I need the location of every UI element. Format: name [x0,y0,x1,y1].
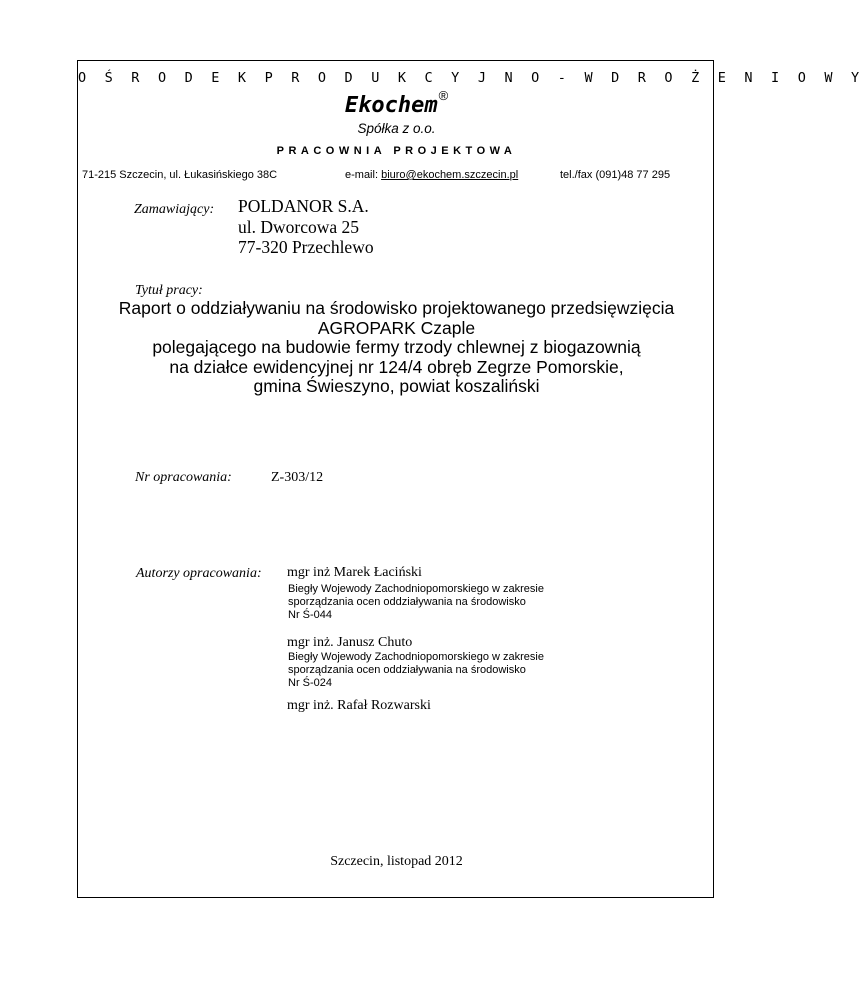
author-description [288,583,588,622]
work-title [78,299,715,397]
author-description-line: sporządzania ocen oddziaływania na środowisko [288,596,526,608]
department-name: PRACOWNIA PROJEKTOWA [276,145,517,157]
email-prefix: e-mail: [345,169,379,181]
company-phone: tel./fax (091)48 77 295 [560,169,671,181]
client-name: POLDANOR S.A. [238,196,369,216]
work-title-line: polegającego na budowie fermy trzody chlewnej z biogazownią [152,337,641,357]
brand-name: Ekochem [344,93,438,118]
place-and-date: Szczecin, listopad 2012 [330,854,463,869]
work-title-line: na działce ewidencyjnej nr 124/4 obręb Zegrze Pomorskie, [169,356,624,377]
work-title-label: Tytuł pracy: [135,283,203,298]
company-type: Spółka z o.o. [357,121,436,136]
author-description-line: Nr Ś-044 [288,609,333,621]
client-city: 77-320 Przechlewo [238,237,374,257]
work-title-line: Raport o oddziaływaniu na środowisko projektowanego przedsięwzięcia [118,298,675,318]
company-brand [78,88,715,118]
company-email-line [345,169,518,181]
authors-label: Autorzy opracowania: [136,566,262,581]
author-description [288,651,588,690]
document-number-value: Z-303/12 [271,470,324,485]
title-page-frame [77,60,864,898]
client-details [238,196,374,258]
author-description-line: Nr Ś-024 [288,677,333,689]
registered-mark: ® [438,88,449,103]
work-title-line: AGROPARK Czaple [317,317,476,338]
client-street: ul. Dworcowa 25 [238,216,360,237]
company-address: 71-215 Szczecin, ul. Łukasińskiego 38C [82,169,278,181]
organization-name: O Ś R O D E K P R O D U K C Y J N O - W D R O Ż E N I O W Y [78,70,864,86]
author-name: mgr inż. Rafał Rozwarski [287,698,431,713]
client-label: Zamawiający: [134,202,215,217]
author-description-line: sporządzania ocen oddziaływania na środowisko [288,664,526,676]
author-description-line: Biegły Wojewody Zachodniopomorskiego w zakresie [288,583,544,595]
document-number-label: Nr opracowania: [135,470,232,485]
work-title-line: gmina Świeszyno, powiat koszaliński [253,376,540,396]
author-description-line: Biegły Wojewody Zachodniopomorskiego w zakresie [288,651,544,663]
author-name: mgr inż. Janusz Chuto [287,635,413,650]
author-name: mgr inż Marek Łaciński [287,565,422,580]
email-link[interactable]: biuro@ekochem.szczecin.pl [381,169,519,181]
